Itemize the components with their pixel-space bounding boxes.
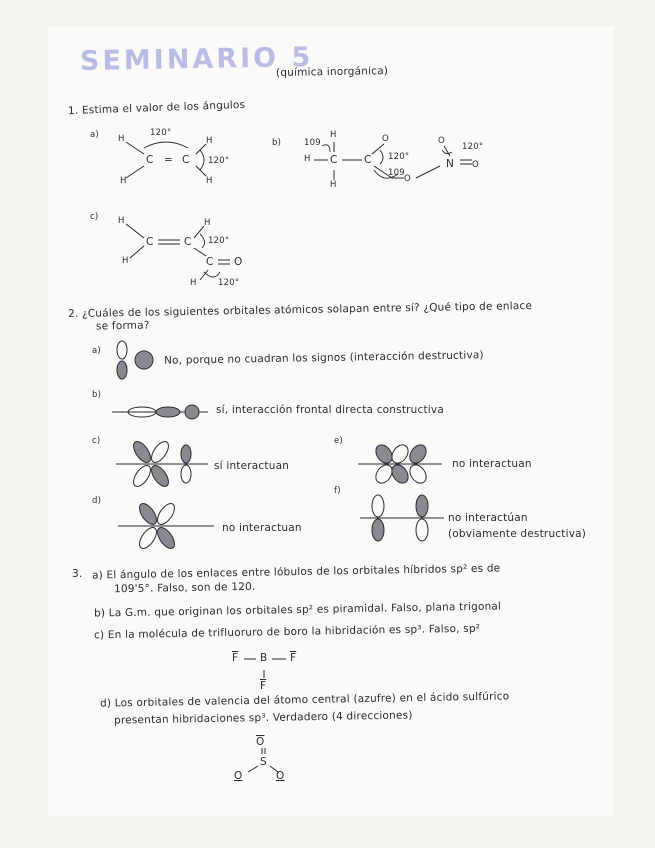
q2d-label: d) bbox=[92, 496, 102, 506]
angle-label: 109 bbox=[388, 168, 405, 178]
q2e-answer: no interactuan bbox=[452, 458, 532, 470]
page-title: SEMINARIO 5 bbox=[79, 41, 314, 78]
q3d-line1: d) Los orbitales de valencia del átomo central (azufre) en el ácido sulfúrico bbox=[99, 690, 510, 710]
q3-number: 3. bbox=[72, 568, 83, 580]
angle-label: 120° bbox=[150, 128, 172, 138]
q2b-label: b) bbox=[92, 390, 102, 400]
angle-label: 120° bbox=[462, 142, 484, 152]
orbital-p-p-diagram bbox=[360, 494, 450, 544]
q2c-label: c) bbox=[92, 436, 101, 446]
q1b-label: b) bbox=[272, 138, 282, 148]
q1-statement: 1. Estima el valor de los ángulos bbox=[67, 98, 246, 118]
q2-statement-line1: 2. ¿Cuáles de los siguientes orbitales atómicos solapan entre sí? ¿Qué tipo de enlace bbox=[67, 299, 533, 321]
q2f-answer: no interactúan bbox=[448, 512, 528, 524]
angle-label: 120° bbox=[388, 152, 410, 162]
q2-statement-line2: se forma? bbox=[95, 319, 150, 333]
q2a-answer: No, porque no cuadran los signos (interacción destructiva) bbox=[163, 349, 484, 367]
q2a-label: a) bbox=[92, 346, 101, 356]
molecule-acrolein: H H H C C C O H 120° 120° bbox=[118, 216, 243, 288]
angle-label: 120° bbox=[208, 156, 230, 166]
angle-label: 120° bbox=[218, 278, 240, 288]
q3a-line2: 109'5°. Falso, son de 120. bbox=[113, 580, 256, 596]
q2b-answer: sí, interacción frontal directa constructiva bbox=[216, 404, 444, 416]
q2e-label: e) bbox=[334, 436, 343, 446]
orbital-d-line-diagram bbox=[118, 502, 218, 552]
orbital-d-d-diagram bbox=[358, 442, 448, 488]
molecule-bf3: $\overline{F}$ B $\overline{F}$ $\overline{F}$ bbox=[232, 652, 297, 692]
q2f-label: f) bbox=[334, 486, 341, 496]
q2c-answer: sí interactuan bbox=[214, 460, 290, 472]
q3d-line2: presentan hibridaciones sp³. Verdadero (4 direcciones) bbox=[113, 709, 413, 727]
molecule-sulfur-center: $\overline{O}$ S O O bbox=[234, 736, 285, 782]
q2d-answer: no interactuan bbox=[222, 522, 302, 534]
q3c-line: c) En la molécula de trifluoruro de boro la hibridación es sp³. Falso, sp² bbox=[93, 622, 481, 642]
orbital-d-p-diagram bbox=[116, 440, 216, 490]
molecule-ethylene: H H H H C = C 120° 120° bbox=[118, 128, 230, 186]
page-subtitle: (química inorgánica) bbox=[275, 65, 389, 79]
angle-label: 120° bbox=[208, 236, 230, 246]
angle-label: 109 bbox=[304, 138, 321, 148]
q2f-answer-note: (obviamente destructiva) bbox=[448, 528, 587, 540]
molecule-nitro-acid: H H H C C O O O N O 109 120° 109 120° bbox=[304, 130, 484, 190]
orbital-p-s-diagram bbox=[110, 340, 160, 380]
q1c-label: c) bbox=[90, 212, 99, 222]
q3a-line1: a) El ángulo de los enlaces entre lóbulos de los orbitales híbridos sp² es de bbox=[91, 562, 501, 582]
orbital-p-s-frontal-diagram bbox=[112, 402, 222, 422]
q3b-line: b) La G.m. que originan los orbitales sp² es piramidal. Falso, plana trigonal bbox=[93, 600, 502, 620]
q1a-label: a) bbox=[90, 130, 99, 140]
